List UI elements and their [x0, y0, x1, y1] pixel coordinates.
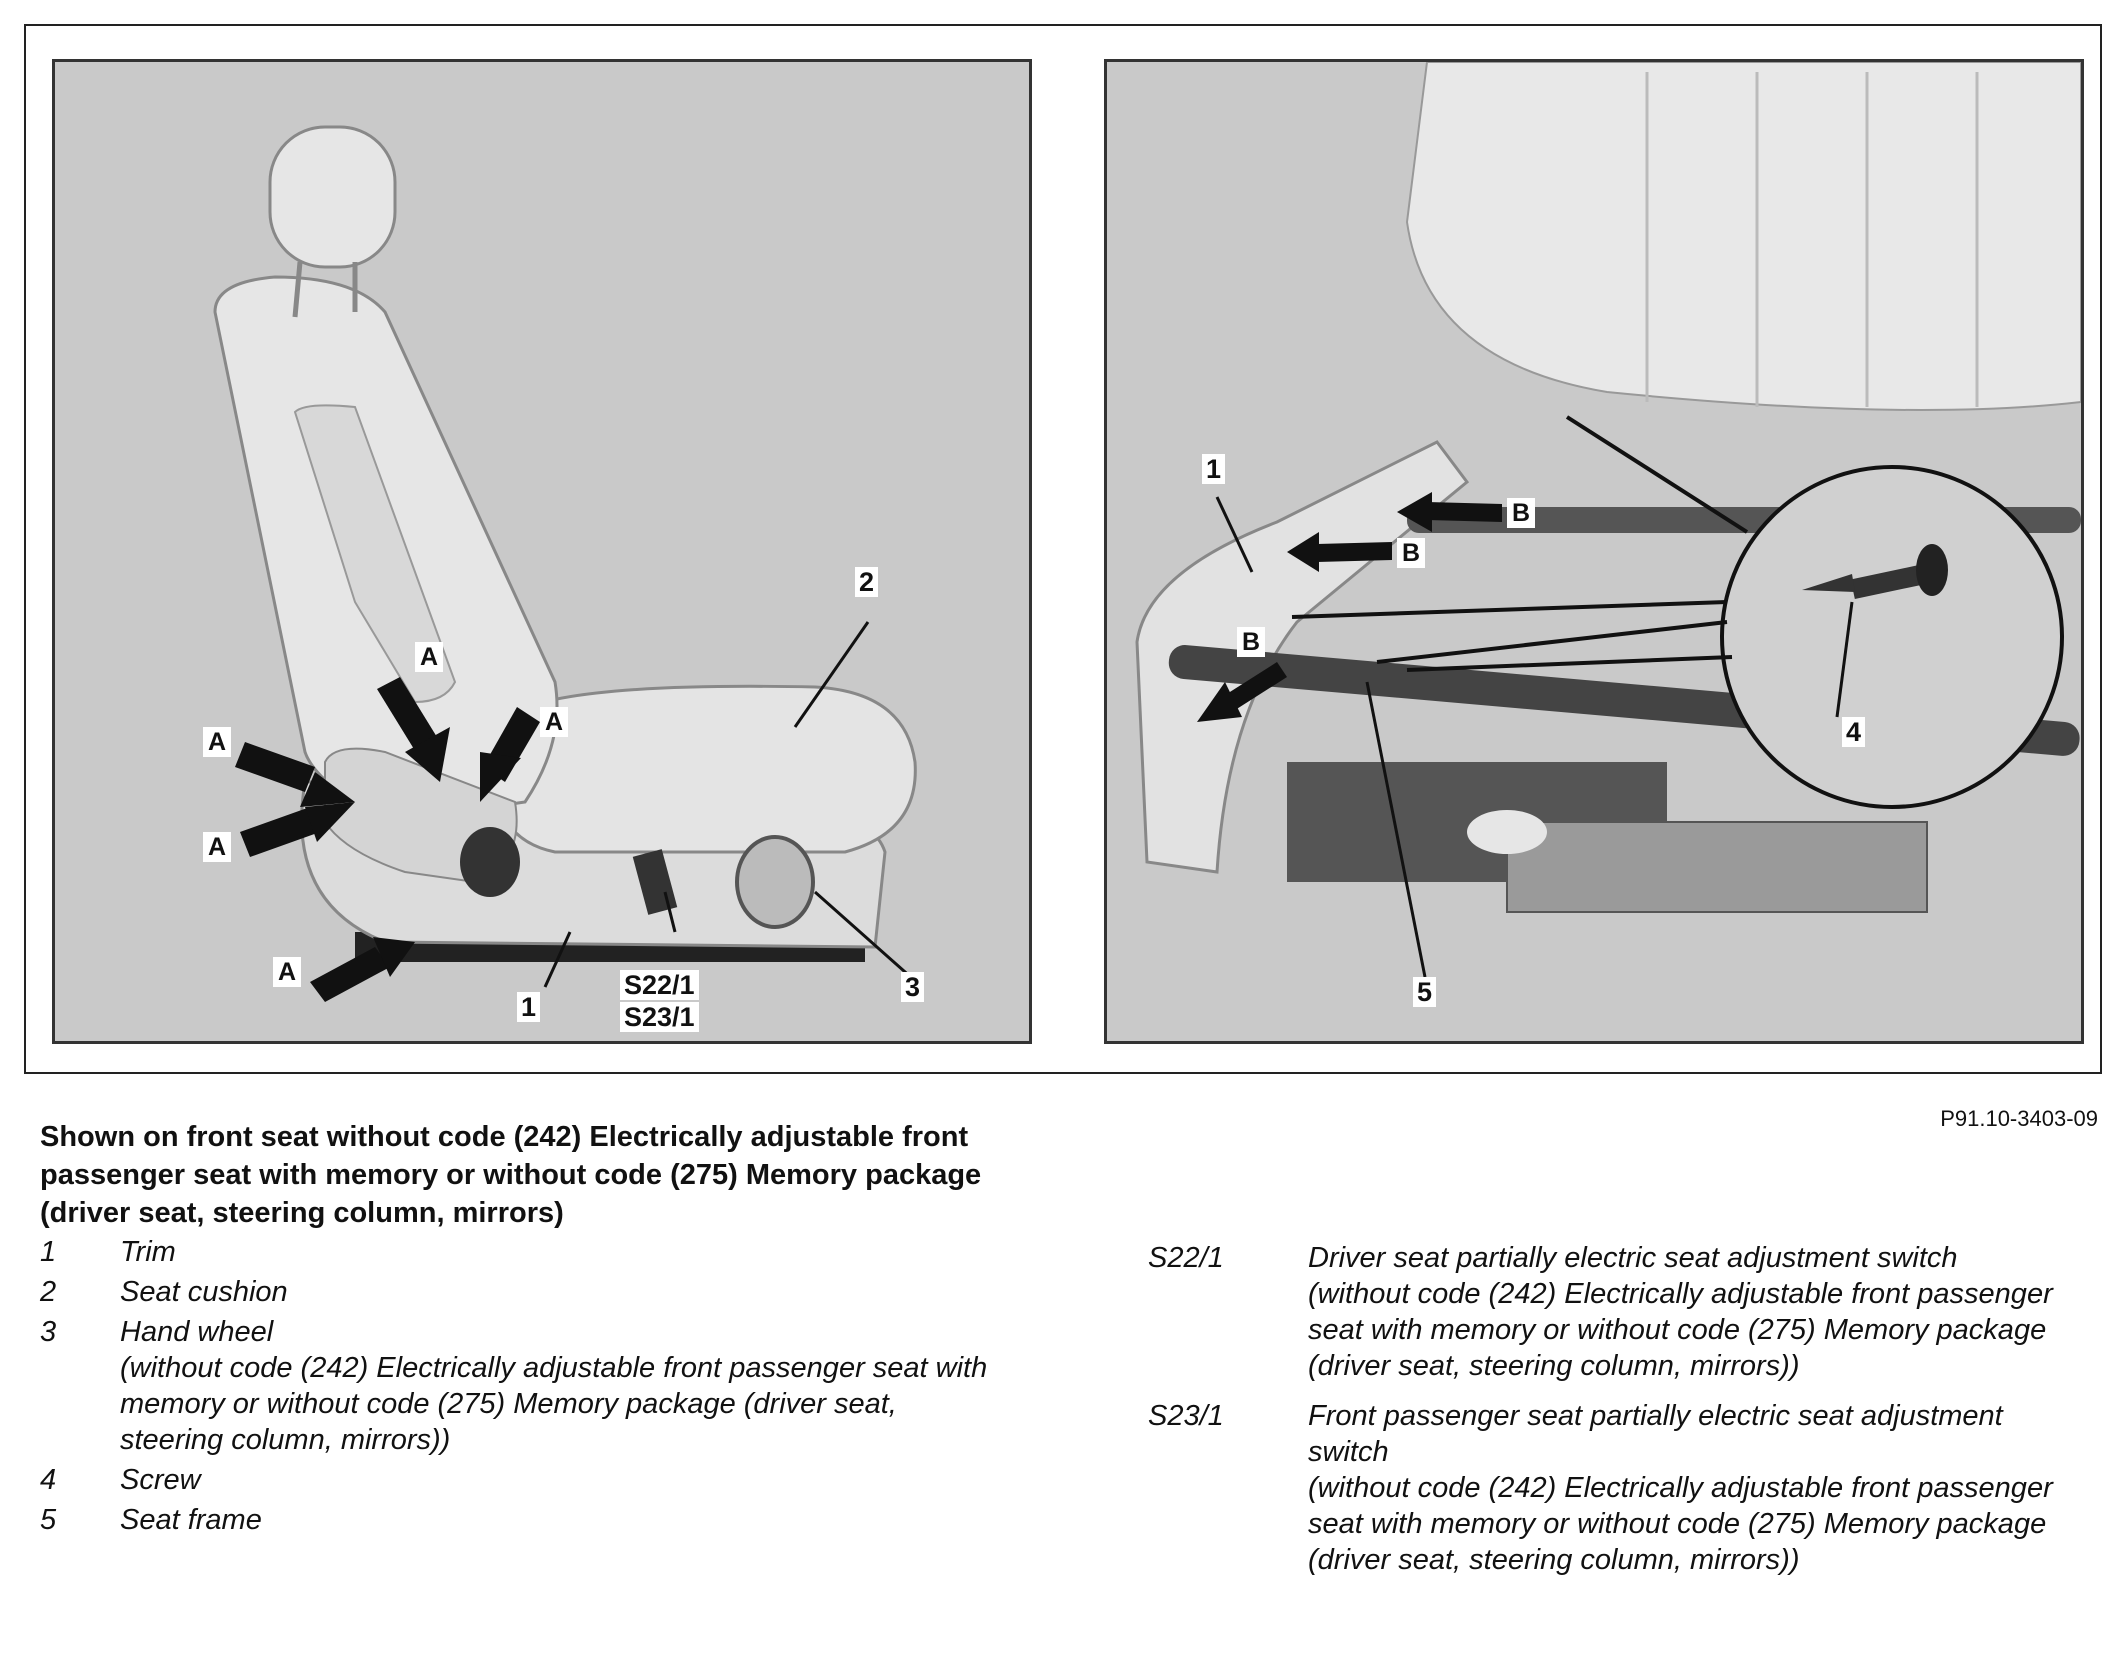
- legend-note: (without code (242) Electrically adjustable front passenger seat with memory or without code (275) Memory package (driver seat, steering column, mirrors)): [1308, 1472, 2053, 1576]
- legend-item: [40, 1274, 1000, 1310]
- legend-key: S22/1: [1148, 1242, 1224, 1274]
- callout-switch-passenger: S23/1: [620, 1002, 699, 1032]
- headrest-shape: [270, 127, 395, 267]
- legend-note: (without code (242) Electrically adjustable front passenger seat with memory or without code (275) Memory package (driver seat, steering column, mirrors)): [1308, 1278, 2053, 1382]
- callout-switch-driver: S22/1: [620, 970, 699, 1000]
- legend-item: [40, 1462, 1000, 1498]
- legend-key: 2: [40, 1276, 57, 1308]
- hand-wheel-shape: [737, 837, 813, 927]
- legend-item: [40, 1234, 1000, 1270]
- callout-screw: 4: [1842, 717, 1865, 747]
- callout-arrow-b: B: [1507, 498, 1535, 528]
- callout-arrow-b: B: [1397, 538, 1425, 568]
- callout-hand-wheel: 3: [901, 972, 924, 1002]
- detail-magnifier: [1722, 467, 2062, 807]
- legend-item: [1148, 1240, 2088, 1384]
- legend-label: Front passenger seat partially electric seat adjustment switch: [1308, 1400, 2003, 1468]
- callout-arrow-b: B: [1237, 627, 1265, 657]
- legend-key: S23/1: [1148, 1400, 1224, 1432]
- legend-label: Seat cushion: [120, 1276, 288, 1308]
- callout-arrow-a: A: [273, 957, 301, 987]
- callout-seat-cushion: 2: [855, 567, 878, 597]
- legend-label: Trim: [120, 1236, 176, 1268]
- legend-item: [1148, 1398, 2088, 1578]
- seat-illustration: [55, 62, 1029, 1041]
- legend-note: (without code (242) Electrically adjustable front passenger seat with memory or without code (275) Memory package (driver seat, steering column, mirrors)): [120, 1352, 988, 1456]
- figure-code: P91.10-3403-09: [1940, 1106, 2098, 1131]
- cushion-underside: [1407, 62, 2081, 410]
- legend-key: 3: [40, 1316, 57, 1348]
- figure-caption: Shown on front seat without code (242) Electrically adjustable front passenger seat with memory or without code (275) Memory package (driver seat, steering column, mirrors): [40, 1121, 982, 1229]
- callout-seat-frame: 5: [1413, 977, 1436, 1007]
- legend-item: [40, 1502, 1000, 1538]
- figure-frame: [24, 24, 2102, 1074]
- callout-arrow-a: A: [415, 642, 443, 672]
- recliner-mechanism: [460, 827, 520, 897]
- legend-item: [40, 1314, 1000, 1458]
- legend-key: 1: [40, 1236, 57, 1268]
- legend-label: Seat frame: [120, 1504, 262, 1536]
- legend-key: 4: [40, 1464, 57, 1496]
- connector: [1467, 810, 1547, 854]
- legend-left: [40, 1234, 1000, 1542]
- seat-frame-detail-panel: [1104, 59, 2084, 1044]
- legend-right: [1148, 1240, 2088, 1582]
- callout-trim: 1: [1202, 454, 1225, 484]
- seat-frame-illustration: [1107, 62, 2081, 1041]
- legend-label: Hand wheel: [120, 1316, 274, 1348]
- callout-arrow-a: A: [203, 832, 231, 862]
- seat-side-view-panel: [52, 59, 1032, 1044]
- legend-key: 5: [40, 1504, 57, 1536]
- legend-label: Driver seat partially electric seat adjustment switch: [1308, 1242, 1958, 1274]
- callout-arrow-a: A: [540, 707, 568, 737]
- callout-trim: 1: [517, 992, 540, 1022]
- adjuster-rail: [1507, 822, 1927, 912]
- legend-label: Screw: [120, 1464, 201, 1496]
- callout-arrow-a: A: [203, 727, 231, 757]
